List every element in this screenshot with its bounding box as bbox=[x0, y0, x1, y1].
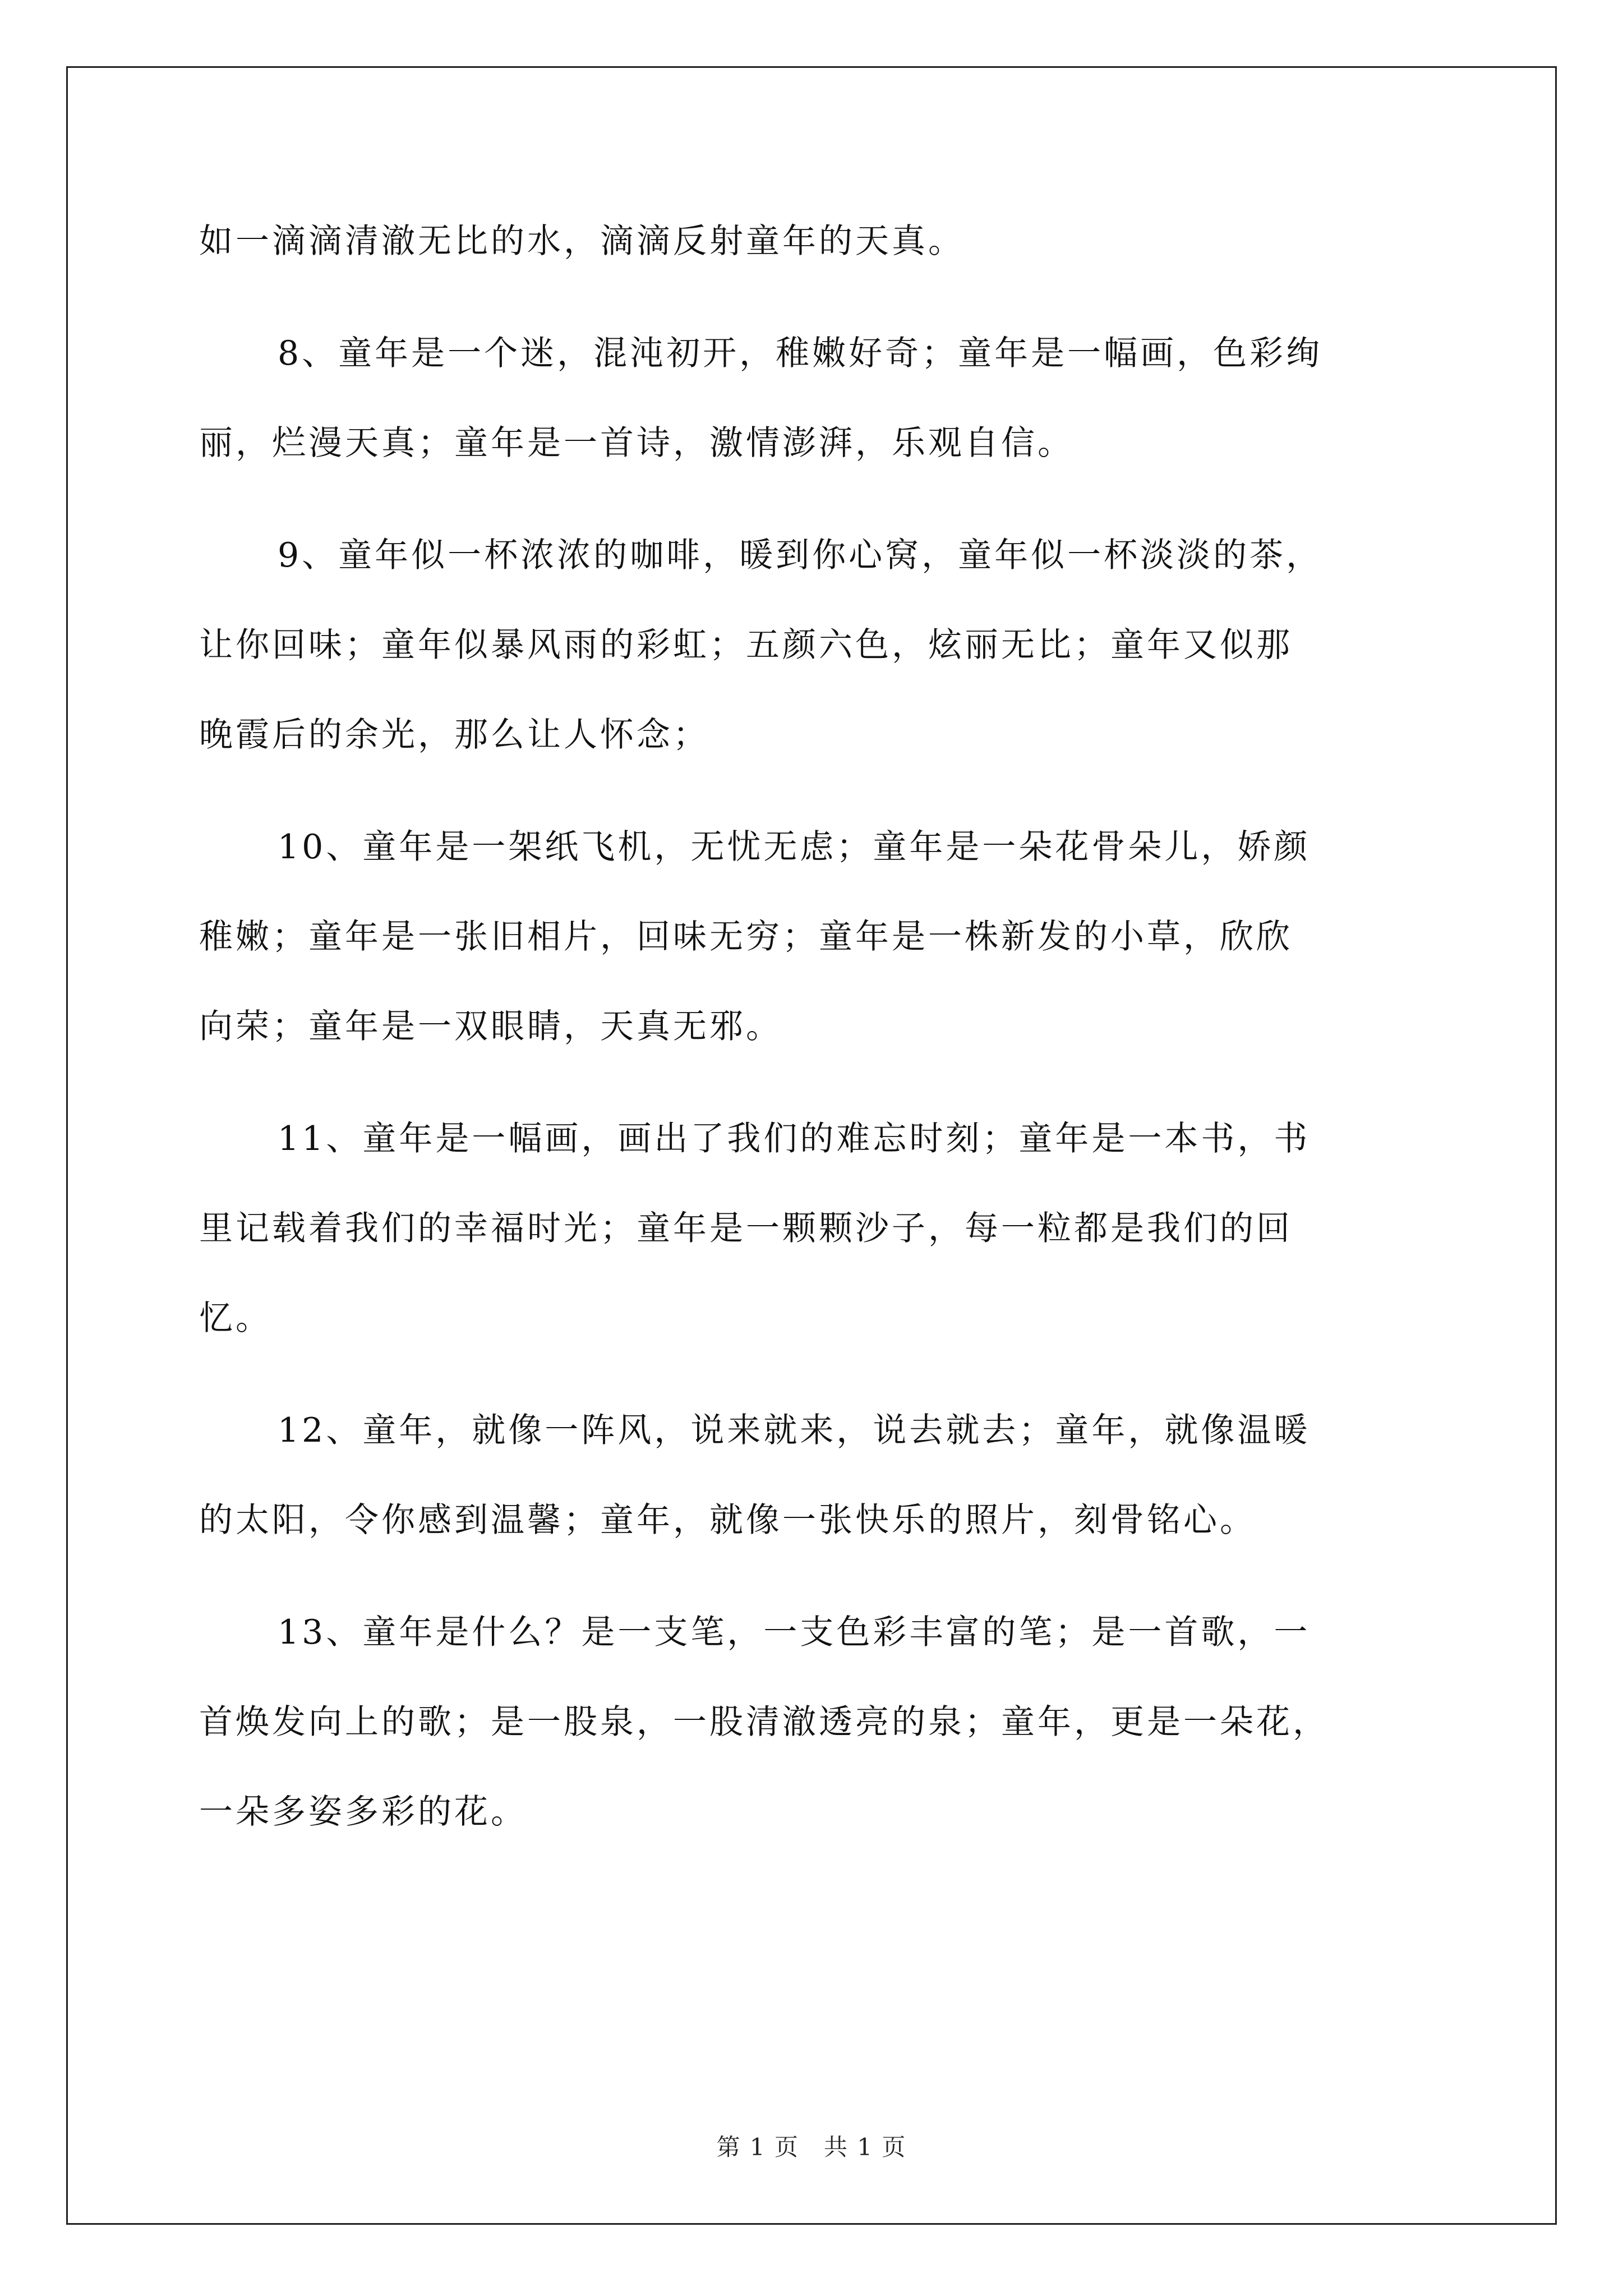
paragraph-line: 向荣；童年是一双眼睛，天真无邪。 bbox=[199, 1007, 782, 1046]
paragraph-line: 里记载着我们的幸福时光；童年是一颗颗沙子，每一粒都是我们的回 bbox=[199, 1209, 1293, 1248]
document-body bbox=[199, 196, 1433, 1879]
paragraph-line: 9、童年似一杯浓浓的咖啡，暖到你心窝，童年似一杯淡淡的茶， bbox=[278, 536, 1323, 575]
paragraph-p10 bbox=[199, 802, 1433, 1071]
paragraph-line: 晚霞后的余光，那么让人怀念； bbox=[199, 715, 709, 754]
paragraph-line: 的太阳，令你感到温馨；童年，就像一张快乐的照片，刻骨铭心。 bbox=[199, 1501, 1256, 1540]
paragraph-p9 bbox=[199, 510, 1433, 780]
paragraph-p13 bbox=[199, 1588, 1433, 1857]
paragraph-p11 bbox=[199, 1094, 1433, 1363]
paragraph-line: 丽，烂漫天真；童年是一首诗，激情澎湃，乐观自信。 bbox=[199, 424, 1074, 463]
paragraph-line: 让你回味；童年似暴风雨的彩虹；五颜六色，炫丽无比；童年又似那 bbox=[199, 625, 1293, 665]
page-footer: 第 1 页 共 1 页 bbox=[716, 2133, 907, 2161]
paragraph-line: 13、童年是什么？是一支笔，一支色彩丰富的笔；是一首歌，一 bbox=[278, 1613, 1311, 1652]
paragraph-p8 bbox=[199, 309, 1433, 488]
paragraph-line: 如一滴滴清澈无比的水，滴滴反射童年的天真。 bbox=[199, 222, 965, 261]
paragraph-p-continued bbox=[199, 196, 1433, 286]
paragraph-line: 忆。 bbox=[199, 1299, 272, 1338]
paragraph-line: 稚嫩；童年是一张旧相片，回味无穷；童年是一株新发的小草，欣欣 bbox=[199, 917, 1293, 956]
paragraph-line: 10、童年是一架纸飞机，无忧无虑；童年是一朵花骨朵儿，娇颜 bbox=[278, 827, 1311, 867]
paragraph-line: 一朵多姿多彩的花。 bbox=[199, 1792, 527, 1832]
paragraph-p12 bbox=[199, 1386, 1433, 1565]
paragraph-line: 首焕发向上的歌；是一股泉，一股清澈透亮的泉；童年，更是一朵花， bbox=[199, 1703, 1329, 1742]
paragraph-line: 12、童年，就像一阵风，说来就来，说去就去；童年，就像温暖 bbox=[278, 1411, 1311, 1450]
paragraph-line: 8、童年是一个迷，混沌初开，稚嫩好奇；童年是一幅画，色彩绚 bbox=[278, 334, 1323, 373]
paragraph-line: 11、童年是一幅画，画出了我们的难忘时刻；童年是一本书，书 bbox=[278, 1119, 1311, 1158]
